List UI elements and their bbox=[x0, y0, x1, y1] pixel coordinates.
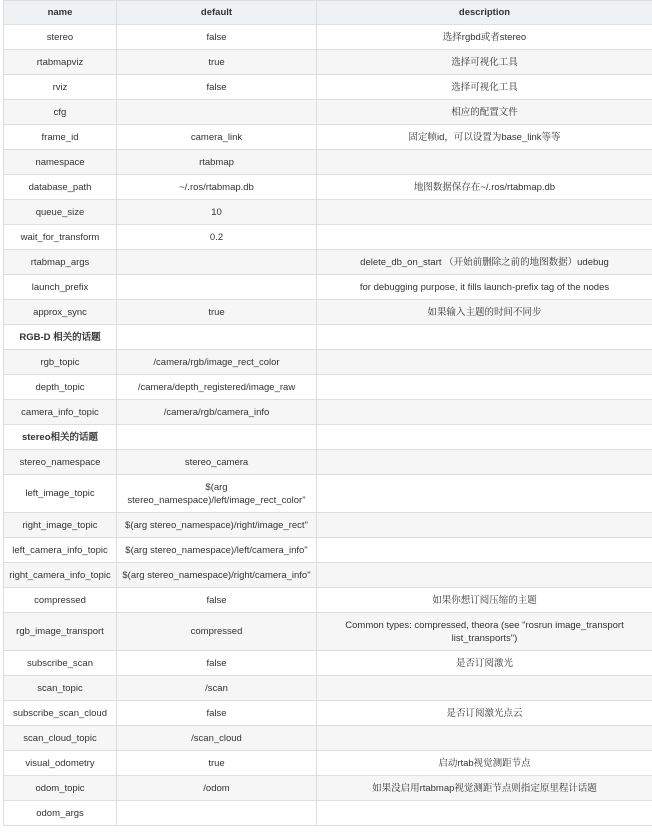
table-row bbox=[4, 175, 652, 200]
cell-default: false bbox=[117, 651, 317, 676]
cell-name: stereo bbox=[4, 25, 117, 50]
table-row bbox=[4, 125, 652, 150]
table-row bbox=[4, 563, 652, 588]
cell-default: compressed bbox=[117, 613, 317, 651]
cell-name: RGB-D 相关的话题 bbox=[4, 325, 117, 350]
table-row bbox=[4, 25, 652, 50]
cell-name: cfg bbox=[4, 100, 117, 125]
cell-name: queue_size bbox=[4, 200, 117, 225]
cell-description bbox=[317, 400, 652, 425]
table-row bbox=[4, 450, 652, 475]
table-row bbox=[4, 400, 652, 425]
cell-name: subscribe_scan bbox=[4, 651, 117, 676]
cell-name: right_image_topic bbox=[4, 513, 117, 538]
cell-default: false bbox=[117, 75, 317, 100]
cell-default: false bbox=[117, 588, 317, 613]
cell-default: /odom bbox=[117, 776, 317, 801]
table-section-row bbox=[4, 325, 652, 350]
cell-default: true bbox=[117, 50, 317, 75]
table-row bbox=[4, 513, 652, 538]
cell-default: stereo_camera bbox=[117, 450, 317, 475]
table-row bbox=[4, 300, 652, 325]
cell-name: left_camera_info_topic bbox=[4, 538, 117, 563]
table-row bbox=[4, 75, 652, 100]
table-row bbox=[4, 225, 652, 250]
cell-name: frame_id bbox=[4, 125, 117, 150]
table-row bbox=[4, 150, 652, 175]
table-row bbox=[4, 676, 652, 701]
cell-description bbox=[317, 676, 652, 701]
cell-description: 如果没启用rtabmap视觉测距节点则指定原里程计话题 bbox=[317, 776, 652, 801]
cell-description bbox=[317, 425, 652, 450]
cell-name: rgb_topic bbox=[4, 350, 117, 375]
cell-default: $(arg stereo_namespace)/left/image_rect_color" bbox=[117, 475, 317, 513]
cell-description: 启动rtab视觉测距节点 bbox=[317, 751, 652, 776]
table-row bbox=[4, 375, 652, 400]
table-section-row bbox=[4, 425, 652, 450]
cell-description: delete_db_on_start （开始前删除之前的地图数据）udebug bbox=[317, 250, 652, 275]
cell-name: right_camera_info_topic bbox=[4, 563, 117, 588]
cell-name: depth_topic bbox=[4, 375, 117, 400]
cell-name: camera_info_topic bbox=[4, 400, 117, 425]
cell-name: launch_prefix bbox=[4, 275, 117, 300]
cell-description bbox=[317, 200, 652, 225]
cell-default: 0.2 bbox=[117, 225, 317, 250]
cell-name: wait_for_transform bbox=[4, 225, 117, 250]
table-row bbox=[4, 588, 652, 613]
cell-name: database_path bbox=[4, 175, 117, 200]
cell-description bbox=[317, 801, 652, 826]
cell-default bbox=[117, 250, 317, 275]
cell-description bbox=[317, 475, 652, 513]
table-row bbox=[4, 275, 652, 300]
cell-description: 地图数据保存在~/.ros/rtabmap.db bbox=[317, 175, 652, 200]
cell-default: /camera/depth_registered/image_raw bbox=[117, 375, 317, 400]
cell-default: true bbox=[117, 300, 317, 325]
cell-name: subscribe_scan_cloud bbox=[4, 701, 117, 726]
cell-name: stereo相关的话题 bbox=[4, 425, 117, 450]
cell-name: left_image_topic bbox=[4, 475, 117, 513]
cell-description: Common types: compressed, theora (see "rosrun image_transport list_transports") bbox=[317, 613, 652, 651]
table-body bbox=[4, 25, 652, 826]
table-row bbox=[4, 801, 652, 826]
cell-description bbox=[317, 726, 652, 751]
cell-default: $(arg stereo_namespace)/right/camera_info" bbox=[117, 563, 317, 588]
table-header-row bbox=[4, 1, 652, 25]
table-row bbox=[4, 350, 652, 375]
column-header-default: default bbox=[117, 1, 317, 25]
table-row bbox=[4, 200, 652, 225]
cell-name: scan_cloud_topic bbox=[4, 726, 117, 751]
cell-description bbox=[317, 450, 652, 475]
cell-default: /scan_cloud bbox=[117, 726, 317, 751]
parameters-table bbox=[3, 0, 652, 826]
table-row bbox=[4, 50, 652, 75]
cell-description: 是否订阅激光 bbox=[317, 651, 652, 676]
cell-description bbox=[317, 150, 652, 175]
cell-default bbox=[117, 100, 317, 125]
cell-description: 选择可视化工具 bbox=[317, 75, 652, 100]
cell-name: namespace bbox=[4, 150, 117, 175]
cell-description: 选择rgbd或者stereo bbox=[317, 25, 652, 50]
cell-description: 如果输入主题的时间不同步 bbox=[317, 300, 652, 325]
table-row bbox=[4, 776, 652, 801]
cell-name: rtabmap_args bbox=[4, 250, 117, 275]
cell-name: odom_args bbox=[4, 801, 117, 826]
cell-description: 选择可视化工具 bbox=[317, 50, 652, 75]
cell-description bbox=[317, 538, 652, 563]
table-row bbox=[4, 726, 652, 751]
column-header-name: name bbox=[4, 1, 117, 25]
cell-default bbox=[117, 325, 317, 350]
cell-default: true bbox=[117, 751, 317, 776]
cell-description: for debugging purpose, it fills launch-prefix tag of the nodes bbox=[317, 275, 652, 300]
cell-description: 如果你想订阅压缩的主题 bbox=[317, 588, 652, 613]
table-row bbox=[4, 751, 652, 776]
table-row bbox=[4, 651, 652, 676]
cell-name: stereo_namespace bbox=[4, 450, 117, 475]
table-row bbox=[4, 701, 652, 726]
cell-description bbox=[317, 225, 652, 250]
column-header-description: description bbox=[317, 1, 652, 25]
table-row bbox=[4, 613, 652, 651]
cell-name: rviz bbox=[4, 75, 117, 100]
cell-default bbox=[117, 425, 317, 450]
cell-description: 是否订阅激光点云 bbox=[317, 701, 652, 726]
cell-default: false bbox=[117, 25, 317, 50]
cell-description bbox=[317, 375, 652, 400]
table-row bbox=[4, 538, 652, 563]
cell-description bbox=[317, 325, 652, 350]
cell-name: approx_sync bbox=[4, 300, 117, 325]
table-row bbox=[4, 100, 652, 125]
cell-name: rgb_image_transport bbox=[4, 613, 117, 651]
cell-default: false bbox=[117, 701, 317, 726]
cell-default: $(arg stereo_namespace)/left/camera_info" bbox=[117, 538, 317, 563]
cell-name: compressed bbox=[4, 588, 117, 613]
cell-description bbox=[317, 563, 652, 588]
cell-name: visual_odometry bbox=[4, 751, 117, 776]
cell-description: 固定帧id，可以设置为base_link等等 bbox=[317, 125, 652, 150]
cell-default: rtabmap bbox=[117, 150, 317, 175]
cell-default: camera_link bbox=[117, 125, 317, 150]
cell-default: 10 bbox=[117, 200, 317, 225]
cell-default: ~/.ros/rtabmap.db bbox=[117, 175, 317, 200]
cell-default bbox=[117, 275, 317, 300]
cell-name: scan_topic bbox=[4, 676, 117, 701]
cell-description bbox=[317, 513, 652, 538]
cell-name: odom_topic bbox=[4, 776, 117, 801]
cell-default: /camera/rgb/image_rect_color bbox=[117, 350, 317, 375]
table-row bbox=[4, 475, 652, 513]
cell-default bbox=[117, 801, 317, 826]
cell-default: /camera/rgb/camera_info bbox=[117, 400, 317, 425]
table-row bbox=[4, 250, 652, 275]
cell-default: /scan bbox=[117, 676, 317, 701]
cell-description bbox=[317, 350, 652, 375]
cell-default: $(arg stereo_namespace)/right/image_rect" bbox=[117, 513, 317, 538]
cell-description: 相应的配置文件 bbox=[317, 100, 652, 125]
cell-name: rtabmapviz bbox=[4, 50, 117, 75]
